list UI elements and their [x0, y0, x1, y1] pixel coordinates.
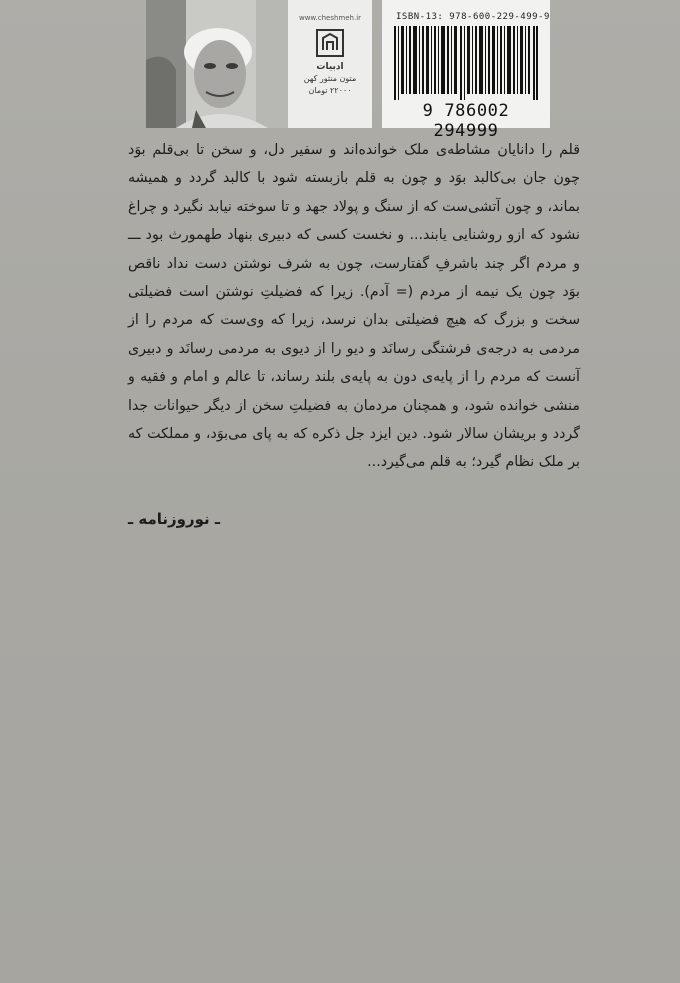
back-cover-text: [128, 136, 580, 477]
series-subtitle: متون منثور کهن: [303, 74, 357, 83]
isbn-barcode: [382, 0, 550, 141]
publisher-logo-icon: [315, 28, 345, 58]
isbn-digits: 9 786002 294999: [422, 101, 510, 141]
barcode-bars-image: [394, 26, 538, 100]
author-photo: [146, 0, 288, 128]
source-signature: ـ نوروزنامه ـ: [128, 510, 220, 528]
publisher-url: www.cheshmeh.ir: [298, 14, 362, 22]
isbn-label: ISBN-13: 978-600-229-499-9: [396, 12, 550, 22]
price-label: ۲۲۰۰۰ تومان: [308, 86, 352, 95]
series-label: ادبیات: [316, 62, 344, 72]
author-portrait-image: [146, 0, 288, 128]
body-paragraph: قلم را دانایان مشاطه‌ی ملک خوانده‌اند و سفیر دل، و سخن تا بی‌قلم بوَد چون جان بی‌کالبد بوَد و چون به قلم بازبسته شود با کالبد گردد و همیشه بماند، و چون آتشی‌ست که از سنگ و پولاد جهد و تا سوخته نیابد نگیرد و چراغ نشود که ازو روشنایی یابند... و نخست کسی که دبیری بنهاد طهمورث بود ـــ و مردم اگر چند باشرفِ گفتارست، چون به شرف نوشتن دست نداد ناقص بوَد چون یک نیمه از مردم (= آدم). زیرا که فضیلتِ نوشتن است فضیلتی سخت و بزرگ که هیچ فضیلتی بدان نرسد، زیرا که وی‌ست که مردم را از مردمی به درجه‌ی فرشتگی رسانَد و دیو را از دیوی به مردمی رسانَد و دبیری آنست که مردم را از پایه‌ی دون به پایه‌ی بلند رساند، تا عالم و امام و فقیه و منشی خوانده شود، و همچنان مردمان به فضیلتِ سخن از دیگر حیوانات جدا گردد و بریشان سالار شود. دین ایزد جل ذکره که به پای می‌بوَد، و مملکت که بر ملک نظام گیرد؛ به قلم می‌گیرد...: [128, 142, 580, 471]
publisher-block: [288, 0, 372, 128]
